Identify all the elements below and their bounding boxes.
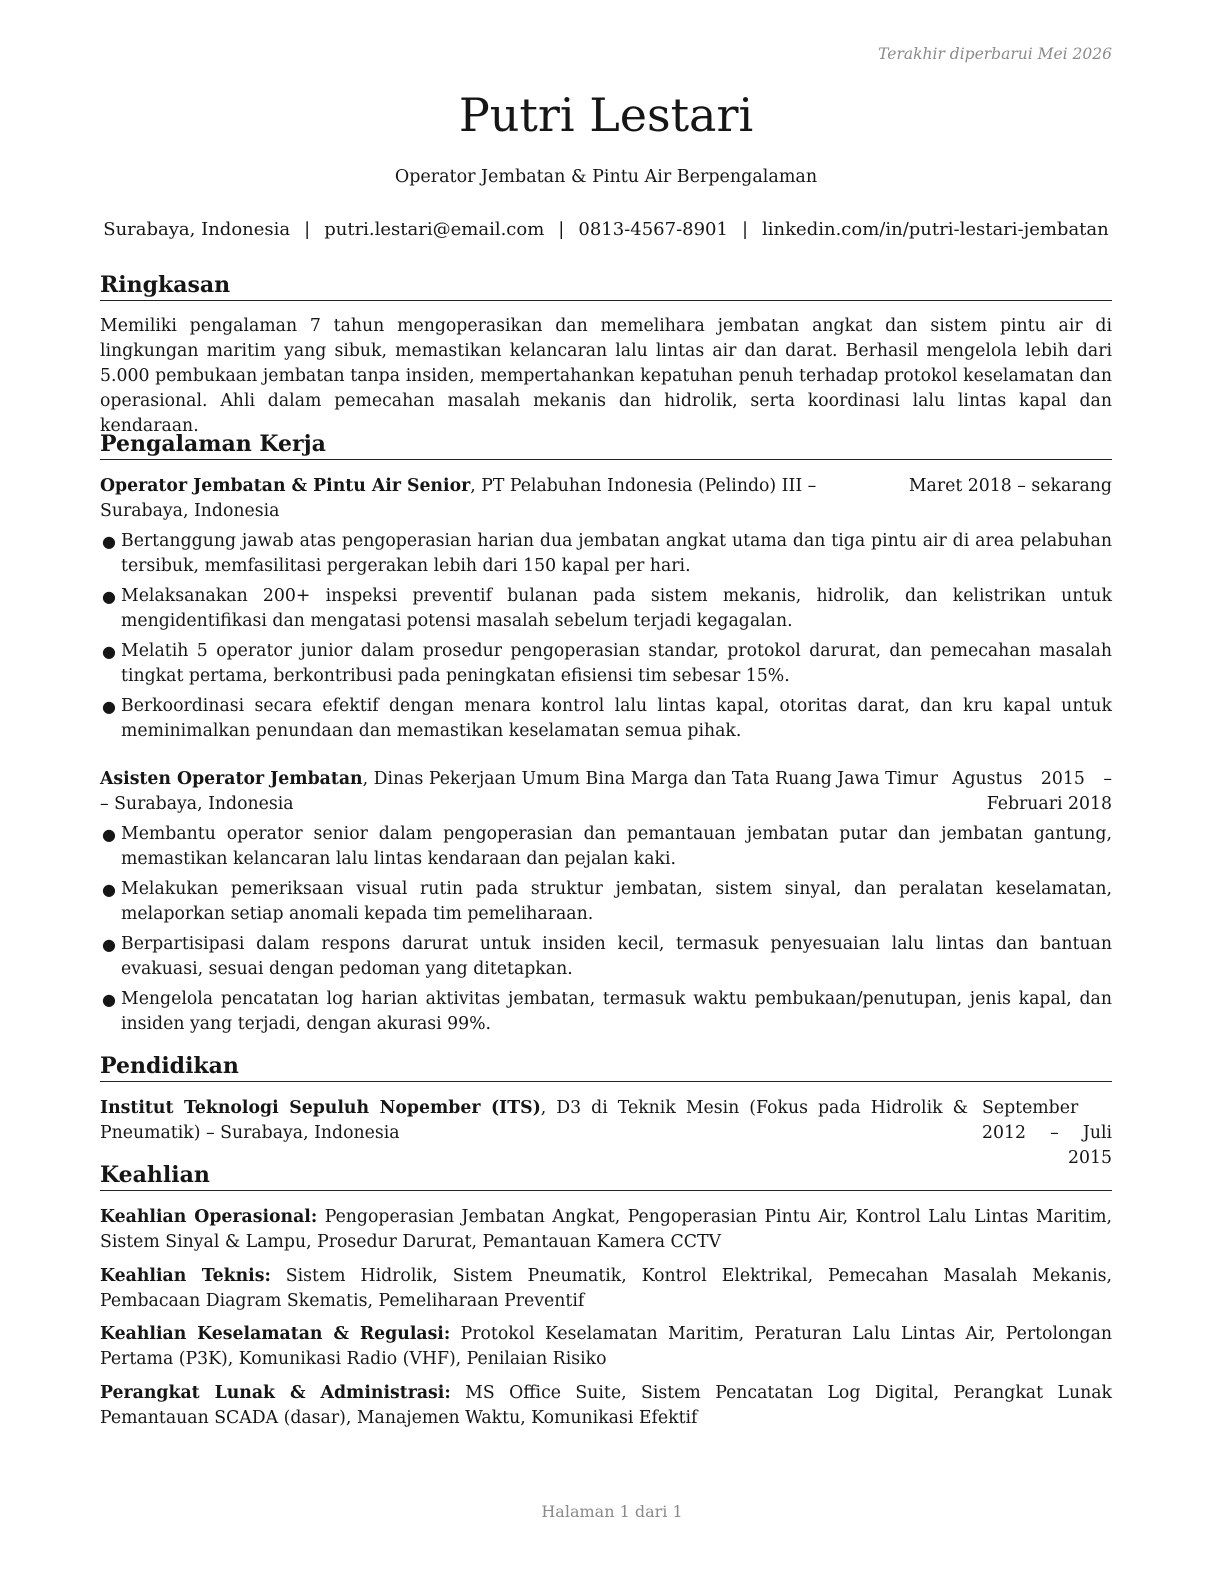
bullet-icon: ● [102,587,116,606]
contact-linkedin[interactable]: linkedin.com/in/putri-lestari-jembatan [762,219,1109,240]
job-title-line [100,474,873,524]
skill-group [100,1381,1112,1431]
candidate-subtitle: Operator Jembatan & Pintu Air Berpengalaman [394,167,818,187]
contact-line [80,219,1132,240]
list-item: ● Mengelola pencatatan log harian aktivitas jembatan, termasuk waktu pembukaan/penutupan, jenis kapal, dan insiden yang terjadi, dengan akurasi 99%. [102,989,1112,1034]
list-item: ● Berpartisipasi dalam respons darurat untuk insiden kecil, termasuk penyesuaian lalu lintas dan bantuan evakuasi, sesuai dengan pedoman yang ditetapkan. [102,934,1112,979]
skill-group-label: Keahlian Teknis: [100,1266,271,1286]
education-dates: September 2012 – Juli 2015 [982,1098,1112,1168]
bullet-icon: ● [102,935,116,954]
bullet-icon: ● [102,990,116,1009]
bullet-icon: ● [102,697,116,716]
job-organization: , PT Pelabuhan Indonesia (Pelindo) III – Surabaya, Indonesia [100,476,817,521]
contact-separator: | [741,219,749,240]
list-item: ● Membantu operator senior dalam pengoperasian dan pemantauan jembatan putar dan jembatan gantung, memastikan kelancaran lalu lintas kendaraan dan pejalan kaki. [102,824,1112,869]
skill-group-text: MS Office Suite, Sistem Pencatatan Log Digital, Perangkat Lunak Pemantauan SCADA (dasar), Manajemen Waktu, Komunikasi Efektif [100,1383,1112,1428]
bullet-icon: ● [102,825,116,844]
skill-group [100,1322,1112,1372]
section-title-education: Pendidikan [100,1052,1112,1082]
list-item: ● Berkoordinasi secara efektif dengan menara kontrol lalu lintas kapal, otoritas darat, dan kru kapal untuk meminimalkan penundaan dan memastikan keselamatan semua pihak. [102,696,1112,741]
last-updated: Terakhir diperbarui Mei 2026 [878,45,1112,63]
skill-group [100,1205,1112,1255]
contact-separator: | [558,219,565,240]
list-item: ● Bertanggung jawab atas pengoperasian harian dua jembatan angkat utama dan tiga pintu air di area pelabuhan tersibuk, memfasilitasi pergerakan lebih dari 150 kapal per hari. [102,531,1112,576]
list-item: ● Melaksanakan 200+ inspeksi preventif bulanan pada sistem mekanis, hidrolik, dan kelistrikan untuk mengidentifikasi dan mengatasi potensi masalah sebelum terjadi kegagalan. [102,586,1112,631]
job-bullets [100,529,1112,749]
section-title-skills: Keahlian [100,1161,1112,1191]
job-dates: Maret 2018 – sekarang [908,476,1112,496]
education-entry [100,1096,1112,1171]
skill-group-label: Keahlian Operasional: [100,1207,318,1227]
job-bullets [100,822,1112,1042]
job-title-line [100,767,938,817]
skill-group-label: Keahlian Keselamatan & Regulasi: [100,1324,451,1344]
list-item: ● Melakukan pemeriksaan visual rutin pada struktur jembatan, sistem sinyal, dan peralatan keselamatan, melaporkan setiap anomali kepada tim pemeliharaan. [102,879,1112,924]
education-detail: , D3 di Teknik Mesin (Fokus pada Hidrolik & Pneumatik) – Surabaya, Indonesia [100,1098,968,1143]
contact-email[interactable]: putri.lestari@email.com [324,219,545,240]
summary-text: Memiliki pengalaman 7 tahun mengoperasikan dan memelihara jembatan angkat dan sistem pintu air di lingkungan maritim yang sibuk, memastikan kelancaran lalu lintas air dan darat. Berhasil mengelola lebih dari 5.000 pembukaan jembatan tanpa insiden, mempertahankan kepatuhan penuh terhadap protokol keselamatan dan operasional. Ahli dalam pemecahan masalah mekanis dan hidrolik, serta koordinasi lalu lintas kapal dan kendaraan. [100,316,1112,436]
job-dates: Agustus 2015 – Februari 2018 [952,769,1112,814]
bullet-icon: ● [102,880,116,899]
section-title-experience: Pengalaman Kerja [100,430,1112,460]
skill-group-text: Protokol Keselamatan Maritim, Peraturan Lalu Lintas Air, Pertolongan Pertama (P3K), Komunikasi Radio (VHF), Penilaian Risiko [100,1324,1112,1369]
skill-group-label: Perangkat Lunak & Administrasi: [100,1383,451,1403]
education-title-line [100,1096,968,1146]
section-title-summary: Ringkasan [100,271,1112,301]
page-number: Halaman 1 dari 1 [541,1502,683,1521]
job-role: Operator Jembatan & Pintu Air Senior [100,476,471,496]
job-role: Asisten Operator Jembatan [100,769,363,789]
contact-separator: | [304,219,311,240]
skill-group-text: Sistem Hidrolik, Sistem Pneumatik, Kontrol Elektrikal, Pemecahan Masalah Mekanis, Pembacaan Diagram Skematis, Pemeliharaan Preventif [100,1266,1112,1311]
job-header [100,767,1112,817]
skill-group [100,1264,1112,1314]
bullet-icon: ● [102,642,116,661]
bullet-icon: ● [102,532,116,551]
contact-location: Surabaya, Indonesia [103,219,291,240]
education-school: Institut Teknologi Sepuluh Nopember (ITS) [100,1098,541,1118]
list-item: ● Melatih 5 operator junior dalam prosedur pengoperasian standar, protokol darurat, dan pemecahan masalah tingkat pertama, berkontribusi pada peningkatan efisiensi tim sebesar 15%. [102,641,1112,686]
job-organization: , Dinas Pekerjaan Umum Bina Marga dan Tata Ruang Jawa Timur – Surabaya, Indonesia [100,769,938,814]
skill-group-text: Pengoperasian Jembatan Angkat, Pengoperasian Pintu Air, Kontrol Lalu Lintas Maritim, Sistem Sinyal & Lampu, Prosedur Darurat, Pemantauan Kamera CCTV [100,1207,1112,1252]
contact-phone: 0813-4567-8901 [578,219,728,240]
job-header [100,474,1112,524]
candidate-name: Putri Lestari [458,88,754,142]
